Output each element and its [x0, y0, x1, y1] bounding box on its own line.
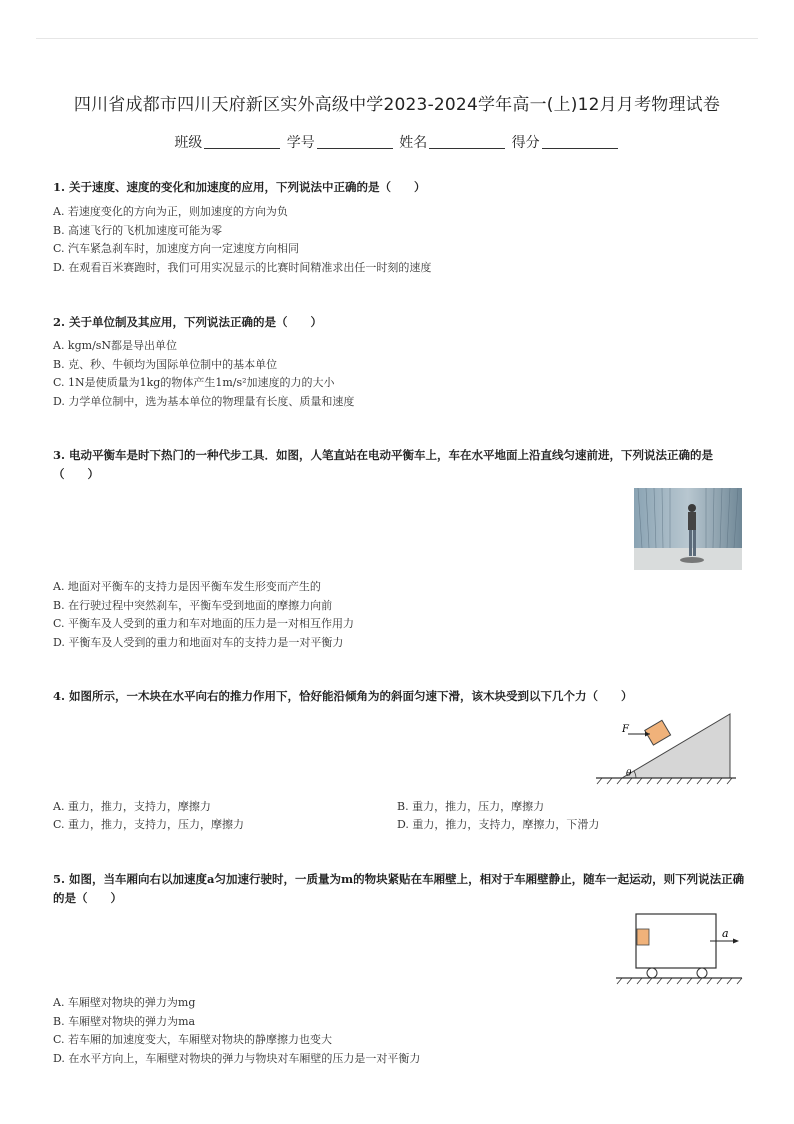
option-a[interactable]: A. kgm/sN都是导出单位: [53, 339, 178, 352]
acceleration-arrowhead: [733, 939, 739, 944]
question-1-stem: 1. 关于速度、速度的变化和加速度的应用，下列说法中正确的是（ ）: [53, 180, 426, 194]
incline-diagram: [592, 710, 740, 790]
top-divider: [36, 38, 758, 39]
number-label: 学号: [286, 135, 315, 151]
acceleration-label: a: [722, 927, 729, 940]
option-b[interactable]: B. 高速飞行的飞机加速度可能为零: [53, 223, 223, 237]
balance-scooter-photo: [634, 488, 742, 570]
option-d[interactable]: D. 平衡车及人受到的重力和地面对车的支持力是一对平衡力: [53, 635, 344, 649]
wooden-block: [645, 720, 671, 745]
ground-hatching: [597, 778, 732, 784]
wheel-right: [697, 968, 707, 978]
question-1-options: [53, 203, 431, 277]
option-c[interactable]: C. 若车厢的加速度变大，车厢壁对物块的静摩擦力也变大: [53, 1033, 333, 1046]
question-3-stem: 3. 电动平衡车是时下热门的一种代步工具．如图，人笔直站在电动平衡车上，车在水平地面上沿直线匀速前进，下列说法正确的是（ ）: [53, 448, 714, 481]
question-5-stem: 5. 如图，当车厢向右以加速度a匀加速行驶时，一质量为m的物块紧贴在车厢壁上，相对于车厢壁静止，随车一起运动，则下列说法正确的是（ ）: [53, 872, 745, 905]
wheel-left: [647, 968, 657, 978]
score-label: 得分: [511, 135, 540, 151]
option-a[interactable]: A. 若速度变化的方向为正，则加速度的方向为负: [53, 205, 288, 218]
option-c[interactable]: C. 平衡车及人受到的重力和车对地面的压力是一对相互作用力: [53, 617, 355, 630]
student-info-row: [0, 132, 794, 152]
option-a[interactable]: A. 重力，推力，支持力，摩擦力: [53, 800, 211, 813]
option-a[interactable]: A. 车厢壁对物块的弹力为mg: [53, 996, 196, 1009]
question-5-options: [53, 994, 420, 1068]
number-blank[interactable]: [317, 136, 393, 149]
option-c[interactable]: C. 汽车紧急刹车时，加速度方向一定速度方向相同: [53, 242, 300, 255]
question-4-stem: 4. 如图所示，一木块在水平向右的推力作用下，恰好能沿倾角为的斜面匀速下滑，该木块受到以下几个力（ ）: [53, 689, 633, 703]
option-c[interactable]: C. 1N是使质量为1kg的物体产生1m/s²加速度的力的大小: [53, 376, 335, 389]
score-blank[interactable]: [542, 136, 618, 149]
class-label: 班级: [174, 135, 203, 151]
option-b[interactable]: B. 车厢壁对物块的弹力为ma: [53, 1014, 196, 1028]
option-b[interactable]: B. 重力，推力，压力，摩擦力: [397, 800, 545, 813]
name-blank[interactable]: [429, 136, 505, 149]
incline-slope: [622, 714, 730, 778]
small-block: [637, 929, 649, 945]
option-d[interactable]: D. 力学单位制中，选为基本单位的物理量有长度、质量和速度: [53, 394, 355, 408]
class-blank[interactable]: [204, 136, 280, 149]
option-d[interactable]: D. 在水平方向上，车厢壁对物块的弹力与物块对车厢壁的压力是一对平衡力: [53, 1051, 421, 1065]
question-3-options: [53, 578, 354, 652]
force-label: F: [622, 724, 629, 735]
option-b[interactable]: B. 克、秒、牛顿均为国际单位制中的基本单位: [53, 357, 278, 371]
question-2-options: [53, 337, 354, 411]
carriage-diagram: [612, 910, 746, 988]
option-d[interactable]: D. 在观看百米赛跑时，我们可用实况显示的比赛时间精准求出任一时刻的速度: [53, 260, 432, 274]
angle-label: θ: [626, 769, 632, 779]
option-b[interactable]: B. 在行驶过程中突然刹车，平衡车受到地面的摩擦力向前: [53, 598, 333, 612]
question-2-stem: 2. 关于单位制及其应用，下列说法正确的是（ ）: [53, 315, 323, 329]
page-title: 四川省成都市四川天府新区实外高级中学2023-2024学年高一(上)12月月考物理试卷: [73, 95, 721, 115]
track-hatching: [617, 978, 742, 984]
name-label: 姓名: [399, 135, 428, 151]
option-a[interactable]: A. 地面对平衡车的支持力是因平衡车发生形变而产生的: [53, 580, 321, 593]
question-4-options: [53, 798, 743, 838]
option-c[interactable]: C. 重力，推力，支持力，压力，摩擦力: [53, 818, 245, 831]
option-d[interactable]: D. 重力，推力，支持力，摩擦力，下滑力: [397, 818, 600, 831]
